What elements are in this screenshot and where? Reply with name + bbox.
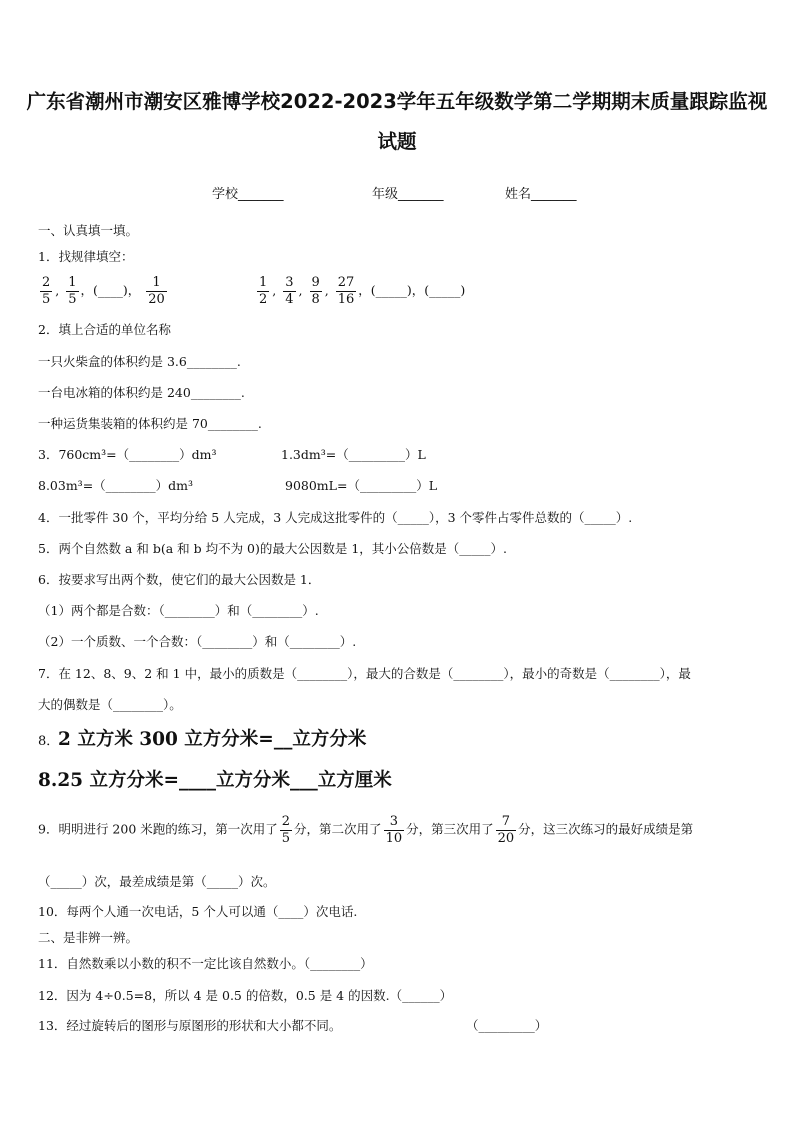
sequence-blank: ，(_____)，(_____) — [358, 282, 466, 298]
fraction: $\frac{1}{5}$ — [68, 275, 77, 307]
question-13-blank: （_________） — [466, 1018, 548, 1033]
fraction: $\frac{9}{8}$ — [311, 275, 320, 307]
question-3-c: 8.03m³=（________）dm³ — [38, 478, 194, 493]
section-heading-2: 二、是非辨一辨。 — [38, 930, 139, 945]
question-2-label: 2．填上合适的单位名称 — [38, 322, 171, 337]
question-13: 13．经过旋转后的图形与原图形的形状和大小都不同。 — [38, 1018, 342, 1033]
fraction: $\frac{1}{2}$ — [259, 275, 268, 307]
question-8-line-1: 2 立方米 300 立方分米=__立方分米 — [58, 729, 367, 750]
page-title: 广东省潮州市潮安区雅博学校2022-2023学年五年级数学第二学期期末质量跟踪监视 — [26, 90, 768, 113]
fraction: $\frac{3}{10}$ — [385, 814, 403, 846]
question-1-label: 1．找规律填空： — [38, 249, 134, 264]
question-7-line-2: 大的偶数是（________）。 — [38, 697, 182, 712]
question-7-line-1: 7．在 12、8、9、2 和 1 中，最小的质数是（________），最大的合数是（________），最小的奇数是（________），最 — [38, 666, 691, 681]
question-12: 12．因为 4÷0.5=8，所以 4 是 0.5 的倍数，0.5 是 4 的因数.（______） — [38, 988, 453, 1003]
question-6-line-2: （2）一个质数、一个合数：（________）和（________）. — [38, 634, 357, 649]
question-4: 4．一批零件 30 个，平均分给 5 人完成，3 人完成这批零件的（_____），3 个零件占零件总数的（_____）. — [38, 510, 633, 525]
fraction: $\frac{1}{20}$ — [148, 275, 165, 307]
fraction: $\frac{2}{5}$ — [281, 814, 291, 846]
question-9-line-1: 9．明明进行 200 米跑的练习，第一次用了 $\frac{2}{5}$ 分，第二次用了 $\frac{3}{10}$ 分，第三次用了 $\frac{7}{20}$ 分，这三次练习的最好成绩是第 — [38, 814, 694, 846]
question-6-line-1: （1）两个都是合数：（________）和（________）. — [38, 603, 319, 618]
section-heading-1: 一、认真填一填。 — [38, 223, 139, 238]
fraction: $\frac{2}{5}$ — [42, 275, 51, 307]
question-11: 11．自然数乘以小数的积不一定比该自然数小。（________） — [38, 956, 373, 971]
question-8-number: 8． — [38, 734, 60, 749]
sequence-blank: ，(____)， — [80, 282, 141, 298]
question-2-line-2: 一台电冰箱的体积约是 240________. — [38, 385, 245, 400]
question-6-label: 6．按要求写出两个数，使它们的最大公因数是 1． — [38, 572, 321, 587]
question-5: 5．两个自然数 a 和 b(a 和 b 均不为 0)的最大公因数是 1，其小公倍数是（_____）. — [38, 541, 508, 556]
question-10: 10．每两个人通一次电话，5 个人可以通（____）次电话. — [38, 904, 358, 919]
question-3-a: 3．760cm³=（________）dm³ — [38, 447, 217, 462]
question-3-b: 1.3dm³=（_________）L — [281, 447, 426, 462]
question-1-sequence-a: $\frac{2}{5}$ , $\frac{1}{5}$ ，(____)， $\frac{1}{20}$ — [42, 275, 165, 307]
question-3-d: 9080mL=（_________）L — [285, 478, 437, 493]
school-field: 学校_______ — [212, 187, 284, 202]
question-2-line-1: 一只火柴盒的体积约是 3.6________. — [38, 354, 241, 369]
question-2-line-3: 一种运货集装箱的体积约是 70________. — [38, 416, 262, 431]
grade-field: 年级_______ — [372, 187, 444, 202]
fraction: $\frac{3}{4}$ — [285, 275, 294, 307]
question-8-line-2: 8.25 立方分米=____立方分米___立方厘米 — [38, 770, 392, 791]
name-field: 姓名_______ — [505, 187, 577, 202]
page-title-line2: 试题 — [377, 130, 417, 153]
question-1-sequence-b: $\frac{1}{2}$ , $\frac{3}{4}$ , $\frac{9}{8}$ , $\frac{27}{16}$ ，(_____)，(_____) — [259, 275, 466, 307]
fraction: $\frac{27}{16}$ — [337, 275, 355, 307]
question-9-line-2: （_____）次，最差成绩是第（_____）次。 — [38, 874, 276, 889]
fraction: $\frac{7}{20}$ — [497, 814, 515, 846]
